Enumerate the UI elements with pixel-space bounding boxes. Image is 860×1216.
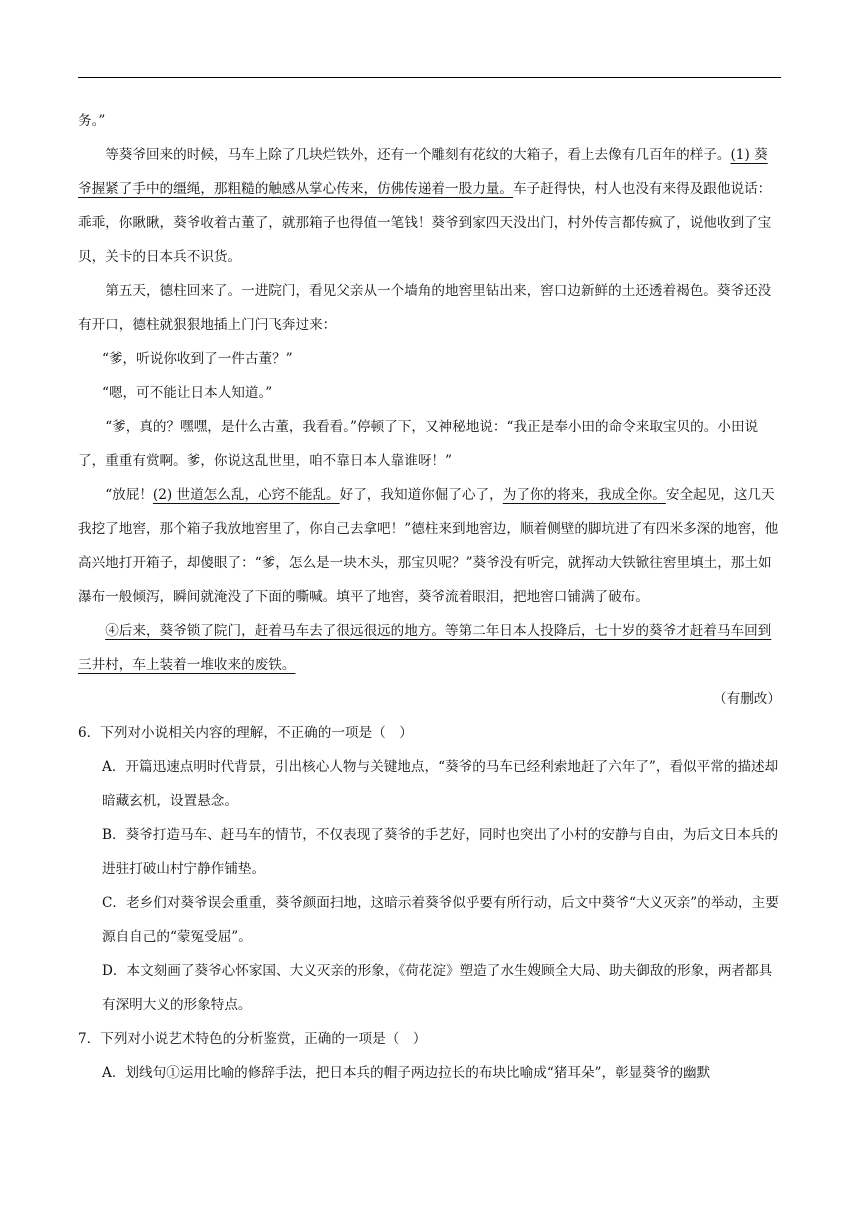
text-run: 等葵爷回来的时候，马车上除了几块烂铁外，还有一个雕刻有花纹的大箱子，看上去像有几百年的样子。	[105, 147, 731, 163]
paragraph	[78, 614, 781, 682]
option-b[interactable]: B．葵爷打造马车、赶马车的情节，不仅表现了葵爷的手艺好，同时也突出了小村的安静与自由，为后文日本兵的进驻打破山村宁静作铺垫。	[102, 827, 779, 877]
paragraph: “爹，真的？嘿嘿，是什么古董，我看看。”停顿了下，又神秘地说：“我正是奉小田的命令来取宝贝的。小田说了，重重有赏啊。爹，你说这乱世里，咱不靠日本人靠谁呀！”	[78, 419, 759, 469]
question-stem: 7．下列对小说艺术特色的分析鉴赏，正确的一项是（ ）	[78, 1031, 427, 1047]
text-run: “放屁！	[105, 487, 153, 503]
paragraph	[78, 138, 781, 274]
dialogue-line: “爹，听说你收到了一件古董？”	[102, 351, 293, 367]
options-list	[78, 1056, 781, 1090]
paragraph: 务。”	[78, 113, 106, 129]
header-rule	[78, 77, 781, 78]
text-run: 好了，我知道你倔了心了，	[339, 487, 503, 503]
source-note: （有删改）	[713, 691, 781, 707]
paragraph: 第五天，德柱回来了。一进院门，看见父亲从一个墙角的地窖里钻出来，窖口边新鲜的土还透着褐色。葵爷还没有开口，德柱就狠狠地插上门闩飞奔过来：	[78, 283, 772, 333]
option-a[interactable]: A．开篇迅速点明时代背景，引出核心人物与关键地点，“葵爷的马车已经利索地赶了六年了”，看似平常的描述却暗藏玄机，设置悬念。	[102, 759, 779, 809]
paragraph	[78, 478, 781, 614]
underlined-sentence-2: (2) 世道怎么乱，心窍不能乱。	[152, 487, 340, 503]
option-d[interactable]: D．本文刻画了葵爷心怀家国、大义灭亲的形象，《荷花淀》塑造了水生嫂顾全大局、助夫御敌的形象，两者都具有深明大义的形象特点。	[102, 963, 773, 1013]
option-a[interactable]: A．划线句①运用比喻的修辞手法，把日本兵的帽子两边拉长的布块比喻成“猪耳朵”，彰显葵爷的幽默	[102, 1065, 711, 1081]
option-c[interactable]: C．老乡们对葵爷误会重重，葵爷颜面扫地，这暗示着葵爷似乎要有所行动，后文中葵爷“大义灭亲”的举动，主要源自自己的“蒙冤受屈”。	[102, 895, 779, 945]
text-run: 安全起见，这几天我挖了地窖，那个箱子我放地窖里了，你自己去拿吧！”德柱来到地窖边，顺着侧壁的脚坑进了有四米多深的地窖，他高兴地打开箱子，却傻眼了：“爹，怎么是一块木头，那宝贝呢？”葵爷没有听完，就挥动大铁锨往窖里填土，那土如瀑布一般倾泻，瞬间就淹没了下面的嘶喊。填平了地窖，葵爷流着眼泪，把地窖口铺满了破布。	[78, 487, 779, 605]
options-list	[78, 750, 781, 1022]
dialogue-line: “嗯，可不能让日本人知道。”	[102, 385, 273, 401]
underlined-sentence-4: ④后来，葵爷锁了院门，赶着马车去了很远很远的地方。等第二年日本人投降后，七十岁的葵爷才赶着马车回到三井村，车上装着一堆收来的废铁。	[78, 623, 772, 673]
story-text	[78, 104, 781, 1090]
question-stem: 6．下列对小说相关内容的理解，不正确的一项是（ ）	[78, 725, 413, 741]
underlined-sentence-1: (1) 葵爷握紧了手中的缰绳，那粗糙的触感从掌心传来，仿佛传递着一股力量。	[78, 147, 768, 197]
text-run: 车子赶得快，村人也没有来得及跟他说话：乖乖，你瞅瞅，葵爷收着古董了，就那箱子也得值一笔钱！葵爷到家四天没出门，村外传言都传疯了，说他收到了宝贝，关卡的日本兵不识货。	[78, 181, 772, 265]
underlined-sentence-3: 为了你的将来，我成全你。	[502, 487, 666, 503]
